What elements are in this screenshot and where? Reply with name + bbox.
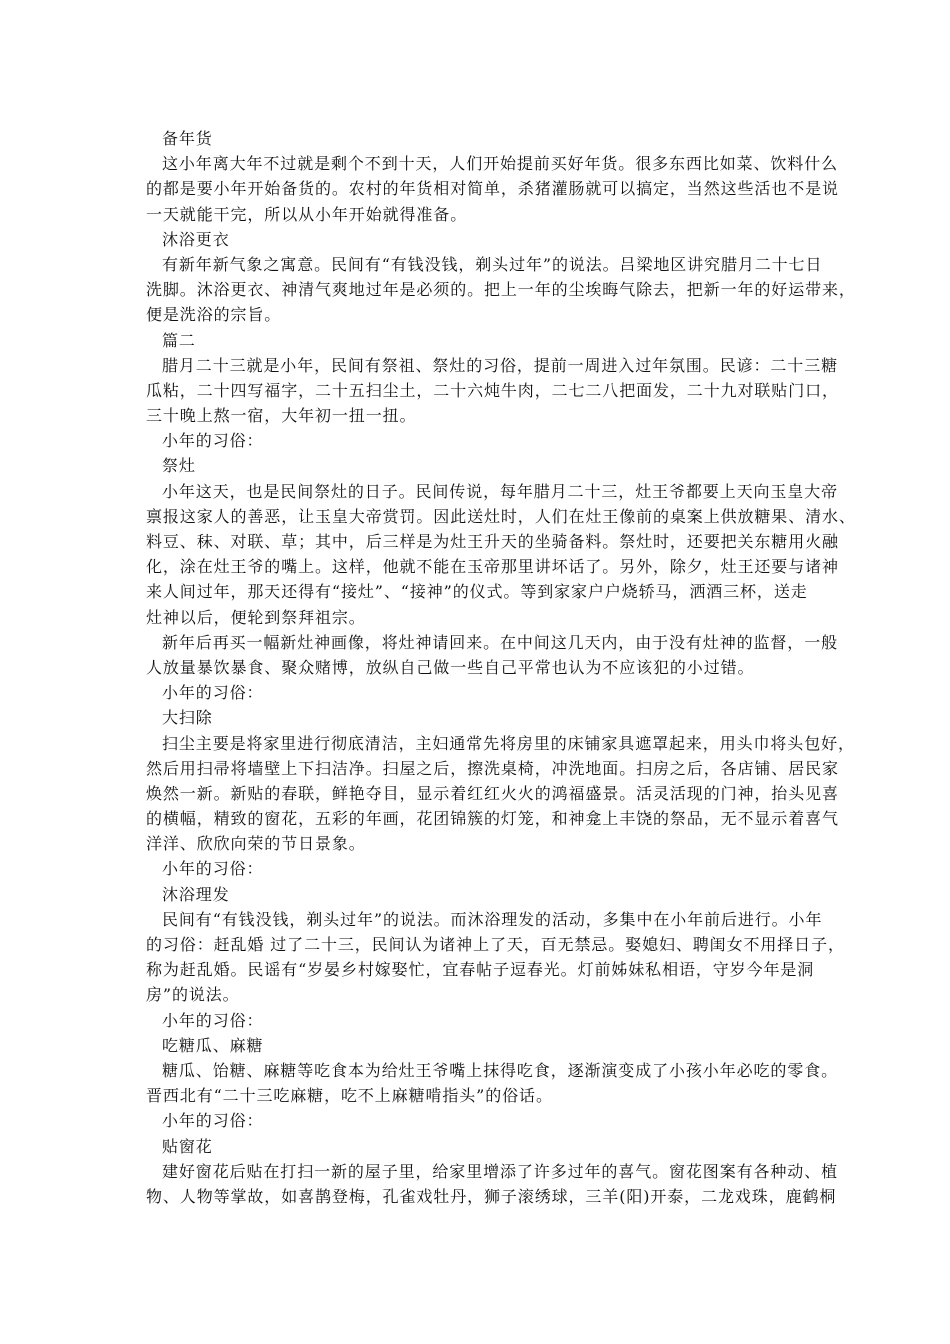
text-line: 瓜粘，二十四写福字，二十五扫尘土，二十六炖牛肉，二七二八把面发，二十九对联贴门口， xyxy=(146,380,839,400)
text-line: 大扫除 xyxy=(162,708,213,728)
text-line: 房”的说法。 xyxy=(146,985,240,1005)
text-line: 腊月二十三就是小年，民间有祭祖、祭灶的习俗，提前一周进入过年氛围。民谚：二十三糖 xyxy=(162,355,839,375)
text-line: 新年后再买一幅新灶神画像，将灶神请回来。在中间这几天内，由于没有灶神的监督，一般 xyxy=(162,632,839,652)
text-line: 篇二 xyxy=(162,330,196,350)
text-line: 有新年新气象之寓意。民间有“有钱没钱，剃头过年”的说法。吕梁地区讲究腊月二十七日 xyxy=(162,254,823,274)
text-line: 的习俗：赶乱婚 过了二十三，民间认为诸神上了天，百无禁忌。娶媳妇、聘闺女不用择日子， xyxy=(146,935,845,954)
text-line: 小年的习俗： xyxy=(162,859,264,879)
text-line: 洋洋、欣欣向荣的节日景象。 xyxy=(146,834,366,854)
text-line: 来人间过年，那天还得有“接灶”、“接神”的仪式。等到家家户户烧轿马，洒酒三杯，送走 xyxy=(146,582,808,602)
text-line: 糖瓜、饴糖、麻糖等吃食本为给灶王爷嘴上抹得吃食，逐渐演变成了小孩小年必吃的零食。 xyxy=(162,1060,839,1080)
text-line: 这小年离大年不过就是剩个不到十天，人们开始提前买好年货。很多东西比如菜、饮料什么 xyxy=(162,154,839,174)
text-line: 洗脚。沐浴更衣、神清气爽地过年是必须的。把上一年的尘埃晦气除去，把新一年的好运带来， xyxy=(146,280,856,300)
text-line: 的都是要小年开始备货的。农村的年货相对简单，杀猪灌肠就可以搞定，当然这些活也不是说 xyxy=(146,179,839,199)
text-line: 称为赶乱婚。民谣有“岁晏乡村嫁娶忙，宜春帖子逗春光。灯前姊妹私相语，守岁今年是洞 xyxy=(146,960,815,980)
document-body xyxy=(146,126,856,1209)
text-line: 沐浴更衣 xyxy=(162,229,230,249)
text-line: 料豆、秣、对联、草；其中，后三样是为灶王升天的坐骑备料。祭灶时，还要把关东糖用火融 xyxy=(146,532,839,551)
text-line: 一天就能干完，所以从小年开始就得准备。 xyxy=(146,204,468,224)
text-line: 物、人物等掌故，如喜鹊登梅，孔雀戏牡丹，狮子滚绣球，三羊(阳)开泰，二龙戏珠，鹿鹤桐 xyxy=(146,1186,837,1206)
text-line: 贴窗花 xyxy=(162,1136,213,1156)
text-line: 小年的习俗： xyxy=(162,1111,264,1131)
text-line: 焕然一新。新贴的春联，鲜艳夺目，显示着红红火火的鸿福盛景。活灵活现的门神，抬头见喜 xyxy=(146,783,839,803)
text-line: 建好窗花后贴在打扫一新的屋子里，给家里增添了许多过年的喜气。窗花图案有各种动、植 xyxy=(162,1161,839,1181)
text-line: 备年货 xyxy=(162,129,213,148)
text-line: 祭灶 xyxy=(162,456,196,476)
text-line: 扫尘主要是将家里进行彻底清洁，主妇通常先将房里的床铺家具遮罩起来，用头巾将头包好， xyxy=(162,733,855,753)
text-line: 民间有“有钱没钱，剃头过年”的说法。而沐浴理发的活动，多集中在小年前后进行。小年 xyxy=(162,909,823,929)
text-line: 三十晚上熬一宿，大年初一扭一扭。 xyxy=(146,406,417,426)
text-line: 吃糖瓜、麻糖 xyxy=(162,1035,264,1055)
text-line: 的横幅，精致的窗花，五彩的年画，花团锦簇的灯笼，和神龛上丰饶的祭品，无不显示着喜气 xyxy=(146,809,839,829)
text-line: 灶神以后，便轮到祭拜祖宗。 xyxy=(146,607,366,627)
text-line: 沐浴理发 xyxy=(162,884,230,904)
text-line: 人放量暴饮暴食、聚众赌博，放纵自己做一些自己平常也认为不应该犯的小过错。 xyxy=(146,657,755,677)
text-line: 小年的习俗： xyxy=(162,683,264,703)
text-line: 禀报这家人的善恶，让玉皇大帝赏罚。因此送灶时，人们在灶王像前的桌案上供放糖果、清水、 xyxy=(146,506,856,526)
text-line: 化，涂在灶王爷的嘴上。这样，他就不能在玉帝那里讲坏话了。另外，除夕，灶王还要与诸神 xyxy=(146,557,839,577)
text-line: 便是洗浴的宗旨。 xyxy=(146,305,282,325)
text-line: 小年的习俗： xyxy=(162,431,264,451)
text-line: 晋西北有“二十三吃麻糖，吃不上麻糖啃指头”的俗话。 xyxy=(146,1086,553,1106)
text-line: 小年这天，也是民间祭灶的日子。民间传说，每年腊月二十三，灶王爷都要上天向玉皇大帝 xyxy=(162,481,839,501)
text-line: 然后用扫帚将墙壁上下扫洁净。扫屋之后，擦洗桌椅，冲洗地面。扫房之后，各店铺、居民家 xyxy=(146,758,839,778)
text-line: 小年的习俗： xyxy=(162,1010,264,1030)
